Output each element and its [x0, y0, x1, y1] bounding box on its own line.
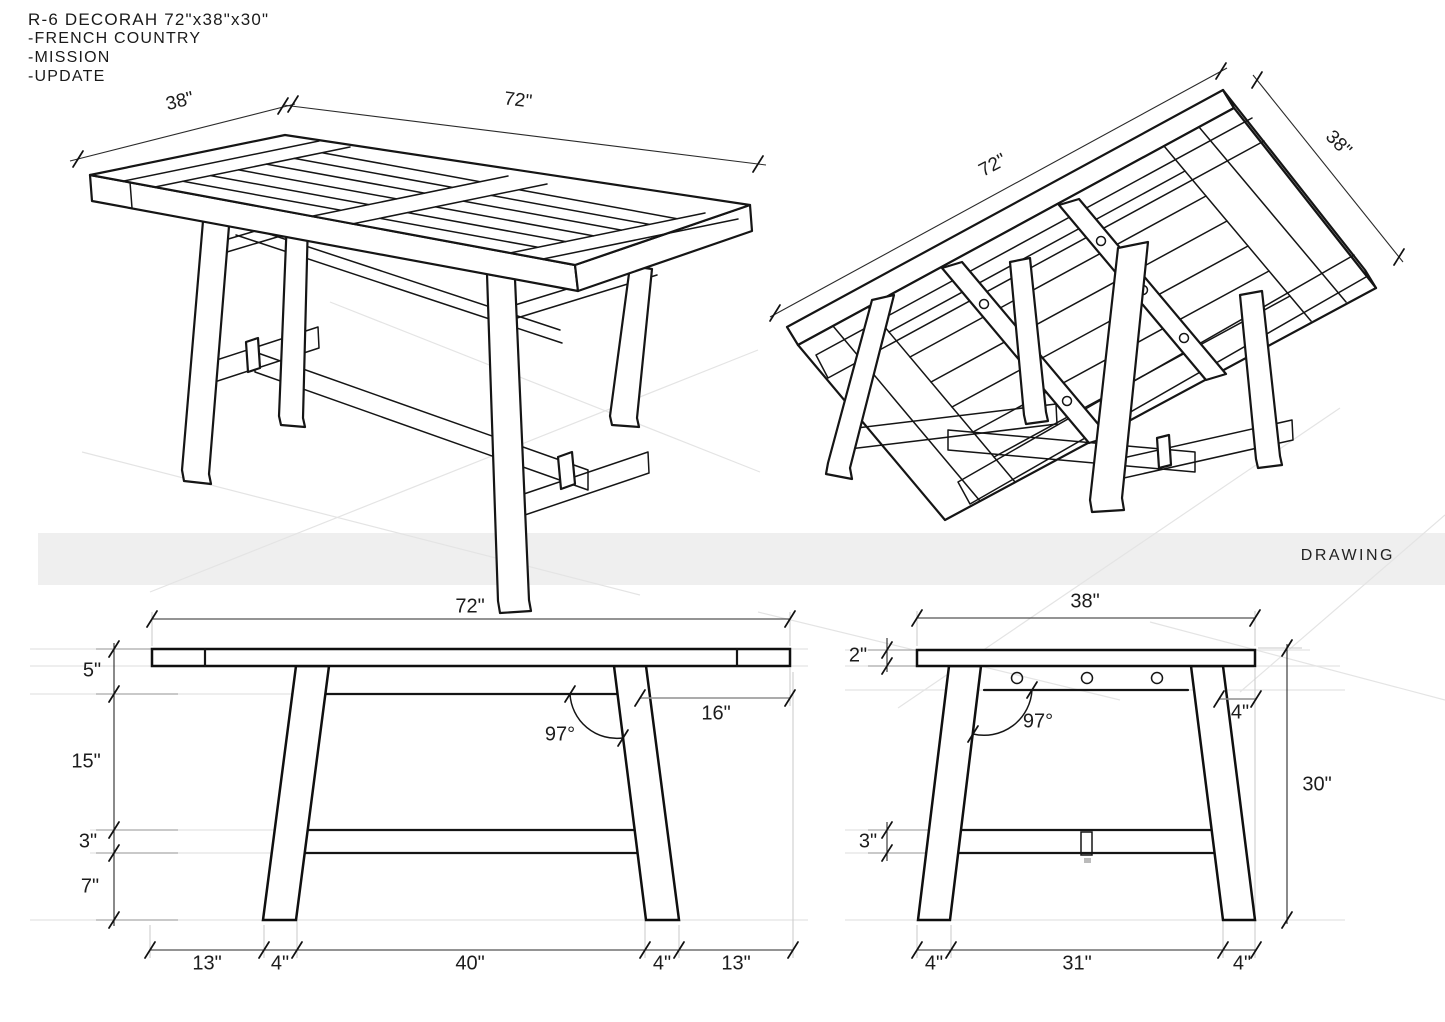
dim-label: 2": [848, 644, 868, 667]
screw-hole: [1012, 673, 1023, 684]
structure: [917, 650, 1255, 920]
style-note: -MISSION: [28, 49, 111, 66]
screw-hole: [1082, 673, 1093, 684]
dim-label: 13": [192, 952, 222, 975]
stretcher: [958, 830, 1214, 853]
drawing-title: R-6 DECORAH 72"x38"x30": [28, 10, 270, 29]
side-elevation: [845, 610, 1345, 958]
angle-label: 97°: [1022, 710, 1054, 733]
tusk-tenon: [558, 452, 575, 489]
dim-label-length: 72": [502, 88, 534, 113]
tusk-tenon: [1157, 435, 1171, 468]
dim-label-width: 38": [1321, 126, 1356, 161]
dim-label: 15": [71, 750, 101, 773]
dim-label: 31": [1062, 952, 1092, 975]
dim-label: 4": [924, 952, 944, 975]
stretchers: [192, 327, 649, 519]
angle-arc: [570, 694, 623, 738]
left-leg: [918, 666, 981, 920]
dim-label: 4": [270, 952, 290, 975]
dim-label: 13": [721, 952, 751, 975]
dim-label: 4": [1232, 952, 1252, 975]
title-block: [28, 10, 269, 86]
dim-label: 16": [701, 702, 731, 725]
dim-label: 3": [858, 830, 878, 853]
dim-label: 3": [78, 830, 98, 853]
left-leg: [263, 666, 329, 920]
structure: [152, 649, 790, 920]
front-elevation: [30, 611, 808, 958]
dim-label: 5": [82, 659, 102, 682]
angle-label: 97°: [544, 723, 576, 746]
tabletop: [90, 135, 752, 291]
right-leg: [614, 666, 679, 920]
dim-label: 4": [1230, 701, 1250, 724]
perspective-right-view: [770, 63, 1404, 520]
dim-label: 38": [1070, 590, 1100, 613]
tabletop-edge: [152, 649, 790, 666]
dim-label-length: 72": [975, 149, 1011, 182]
dim-label-width: 38": [163, 87, 196, 116]
tusk-tenon: [1081, 832, 1092, 855]
band-label: DRAWING: [1300, 547, 1395, 564]
dim-label: 72": [455, 595, 485, 618]
dim-label: 40": [455, 952, 485, 975]
perspective-left-view: [70, 96, 766, 613]
style-note: -FRENCH COUNTRY: [28, 30, 202, 47]
style-note: -UPDATE: [28, 68, 106, 85]
screw-hole: [1152, 673, 1163, 684]
dim-label: 30": [1302, 773, 1332, 796]
tabletop-edge: [917, 650, 1255, 666]
tusk-shadow: [1084, 858, 1091, 863]
dim-label: 4": [652, 952, 672, 975]
dim-label: 7": [80, 875, 100, 898]
tusk-tenon: [246, 338, 260, 372]
